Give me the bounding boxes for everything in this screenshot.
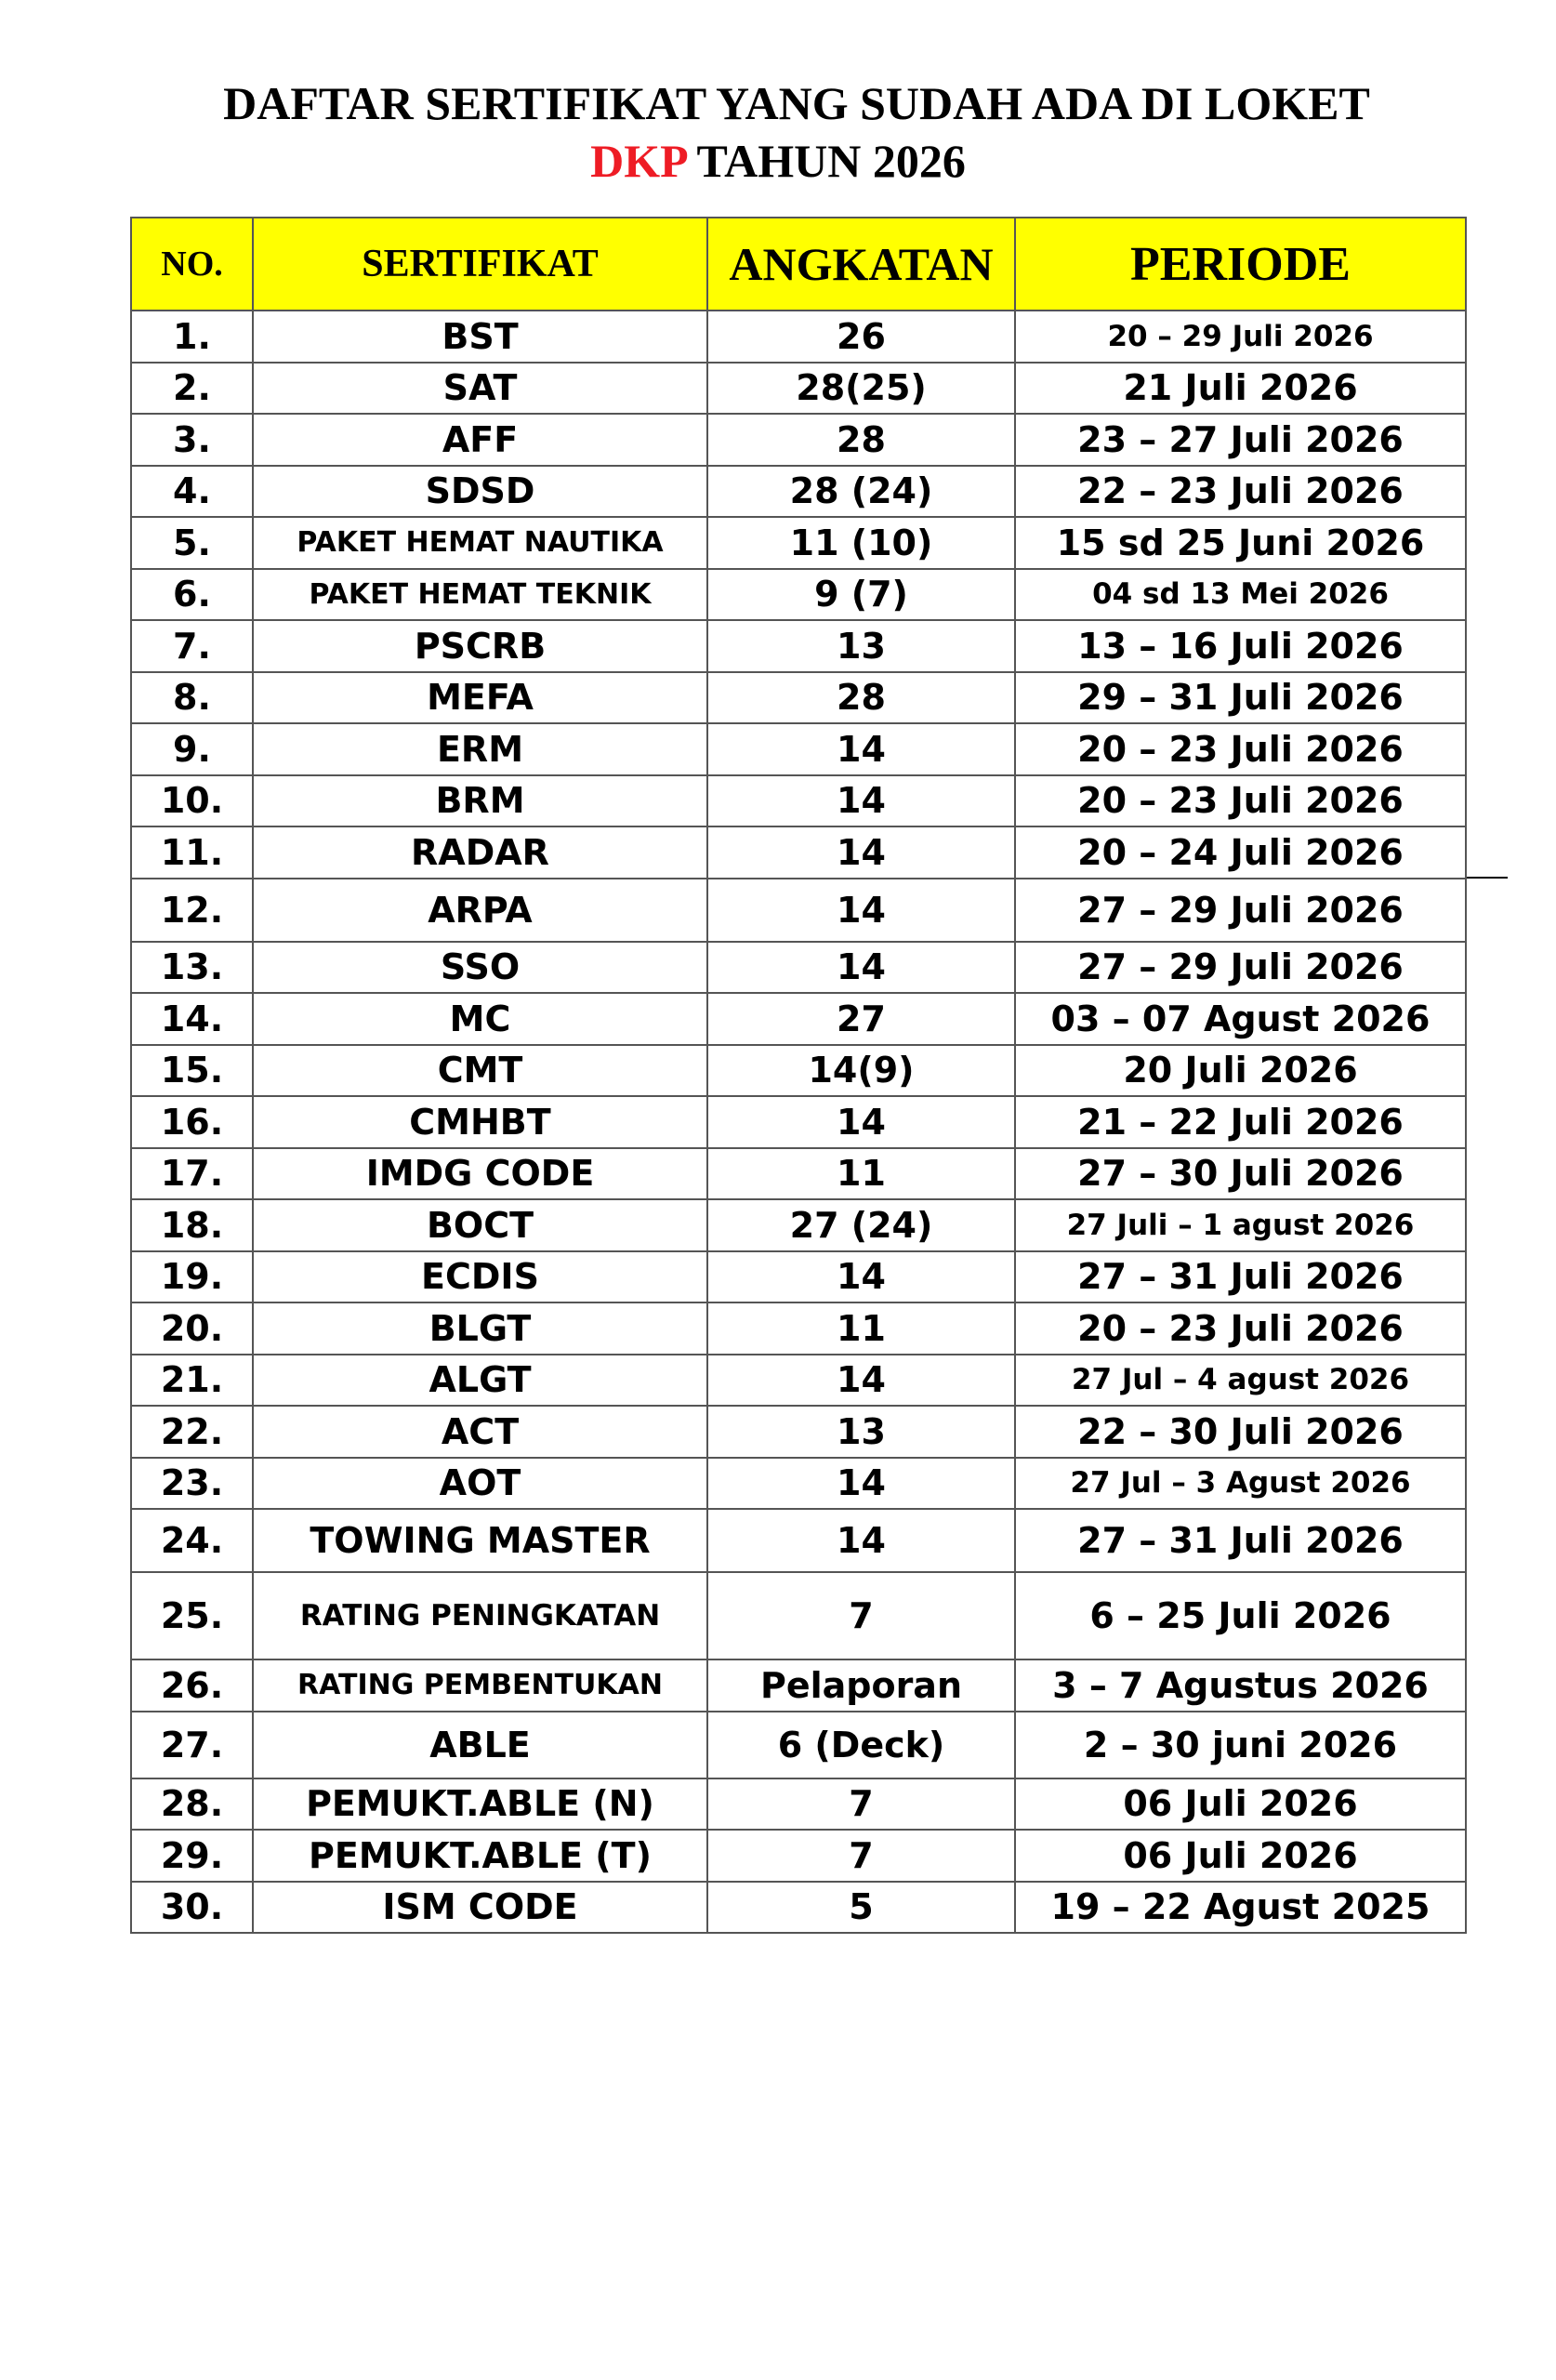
table-row [131, 1148, 1466, 1200]
row-periode: 22 – 23 Juli 2026 [1015, 466, 1466, 518]
row-sertifikat: BOCT [253, 1199, 707, 1251]
row-sertifikat: MEFA [253, 672, 707, 724]
row-number: 14. [131, 993, 253, 1045]
table-row [131, 775, 1466, 827]
table-row [131, 672, 1466, 724]
row-periode: 27 – 31 Juli 2026 [1015, 1251, 1466, 1303]
row-number: 13. [131, 942, 253, 994]
row-number: 26. [131, 1659, 253, 1712]
row-sertifikat: PAKET HEMAT TEKNIK [253, 569, 707, 621]
row-angkatan: 28 (24) [707, 466, 1015, 518]
row-number: 12. [131, 879, 253, 942]
row-periode: 20 – 24 Juli 2026 [1015, 826, 1466, 879]
row-number: 11. [131, 826, 253, 879]
row-angkatan: 14 [707, 1251, 1015, 1303]
row-number: 21. [131, 1355, 253, 1407]
header-no: NO. [131, 218, 253, 311]
row-number: 10. [131, 775, 253, 827]
row-number: 4. [131, 466, 253, 518]
table-row [131, 414, 1466, 466]
row-periode: 06 Juli 2026 [1015, 1830, 1466, 1882]
row-sertifikat: AOT [253, 1458, 707, 1510]
row-angkatan: 6 (Deck) [707, 1712, 1015, 1778]
row-angkatan: 14(9) [707, 1045, 1015, 1097]
table-row [131, 1355, 1466, 1407]
row-angkatan: 28 [707, 414, 1015, 466]
row-periode: 21 Juli 2026 [1015, 363, 1466, 415]
row-number: 19. [131, 1251, 253, 1303]
header-periode: PERIODE [1015, 218, 1466, 311]
header-angkatan: ANGKATAN [707, 218, 1015, 311]
row-angkatan: 26 [707, 311, 1015, 363]
row-periode: 20 – 23 Juli 2026 [1015, 723, 1466, 775]
row-number: 1. [131, 311, 253, 363]
row-number: 2. [131, 363, 253, 415]
row-angkatan: 14 [707, 775, 1015, 827]
row-periode: 27 Juli – 1 agust 2026 [1015, 1199, 1466, 1251]
table-row [131, 1199, 1466, 1251]
row-periode: 06 Juli 2026 [1015, 1778, 1466, 1831]
row-number: 9. [131, 723, 253, 775]
table-row [131, 879, 1466, 942]
table-row [131, 1712, 1466, 1778]
table-row [131, 723, 1466, 775]
row-sertifikat: CMHBT [253, 1096, 707, 1148]
row-number: 22. [131, 1406, 253, 1458]
row-angkatan: 13 [707, 1406, 1015, 1458]
row-number: 28. [131, 1778, 253, 1831]
title-year: TAHUN 2026 [685, 135, 966, 187]
row-periode: 20 – 29 Juli 2026 [1015, 311, 1466, 363]
row-periode: 13 – 16 Juli 2026 [1015, 620, 1466, 672]
row-angkatan: 14 [707, 723, 1015, 775]
table-row [131, 942, 1466, 994]
row-number: 27. [131, 1712, 253, 1778]
row-number: 25. [131, 1572, 253, 1659]
row-sertifikat: BRM [253, 775, 707, 827]
row-angkatan: 5 [707, 1882, 1015, 1934]
stray-line [1467, 877, 1508, 879]
row-periode: 22 – 30 Juli 2026 [1015, 1406, 1466, 1458]
row-angkatan: 7 [707, 1830, 1015, 1882]
row-number: 20. [131, 1302, 253, 1355]
row-periode: 29 – 31 Juli 2026 [1015, 672, 1466, 724]
header-sertifikat: SERTIFIKAT [253, 218, 707, 311]
row-angkatan: 28(25) [707, 363, 1015, 415]
row-sertifikat: ACT [253, 1406, 707, 1458]
row-number: 24. [131, 1509, 253, 1572]
row-sertifikat: SSO [253, 942, 707, 994]
row-periode: 03 – 07 Agust 2026 [1015, 993, 1466, 1045]
document-title [0, 74, 1556, 190]
row-angkatan: 7 [707, 1778, 1015, 1831]
row-periode: 20 – 23 Juli 2026 [1015, 775, 1466, 827]
certificate-table [130, 217, 1467, 1934]
row-sertifikat: ARPA [253, 879, 707, 942]
row-sertifikat: IMDG CODE [253, 1148, 707, 1200]
row-periode: 3 – 7 Agustus 2026 [1015, 1659, 1466, 1712]
row-number: 5. [131, 517, 253, 569]
row-angkatan: 14 [707, 1458, 1015, 1510]
row-sertifikat: PAKET HEMAT NAUTIKA [253, 517, 707, 569]
row-sertifikat: RADAR [253, 826, 707, 879]
table-row [131, 826, 1466, 879]
row-periode: 23 – 27 Juli 2026 [1015, 414, 1466, 466]
row-number: 6. [131, 569, 253, 621]
row-sertifikat: SDSD [253, 466, 707, 518]
row-sertifikat: BLGT [253, 1302, 707, 1355]
title-line-2 [0, 132, 1556, 190]
row-sertifikat: ERM [253, 723, 707, 775]
row-angkatan: 14 [707, 1096, 1015, 1148]
title-dkp: DKP [590, 135, 686, 187]
row-periode: 2 – 30 juni 2026 [1015, 1712, 1466, 1778]
row-angkatan: 13 [707, 620, 1015, 672]
row-periode: 04 sd 13 Mei 2026 [1015, 569, 1466, 621]
table-row [131, 1458, 1466, 1510]
row-sertifikat: PEMUKT.ABLE (T) [253, 1830, 707, 1882]
row-number: 7. [131, 620, 253, 672]
row-number: 29. [131, 1830, 253, 1882]
table-row [131, 1509, 1466, 1572]
table-row [131, 1096, 1466, 1148]
row-sertifikat: ISM CODE [253, 1882, 707, 1934]
row-number: 17. [131, 1148, 253, 1200]
row-sertifikat: ECDIS [253, 1251, 707, 1303]
table-row [131, 1406, 1466, 1458]
row-sertifikat: PEMUKT.ABLE (N) [253, 1778, 707, 1831]
table-row [131, 620, 1466, 672]
row-sertifikat: MC [253, 993, 707, 1045]
row-periode: 19 – 22 Agust 2025 [1015, 1882, 1466, 1934]
table-row [131, 466, 1466, 518]
row-sertifikat: RATING PENINGKATAN [253, 1572, 707, 1659]
row-periode: 21 – 22 Juli 2026 [1015, 1096, 1466, 1148]
row-sertifikat: BST [253, 311, 707, 363]
table-row [131, 1045, 1466, 1097]
row-periode: 27 – 29 Juli 2026 [1015, 942, 1466, 994]
row-number: 18. [131, 1199, 253, 1251]
row-number: 30. [131, 1882, 253, 1934]
row-sertifikat: TOWING MASTER [253, 1509, 707, 1572]
row-sertifikat: SAT [253, 363, 707, 415]
row-angkatan: 11 (10) [707, 517, 1015, 569]
row-angkatan: 11 [707, 1302, 1015, 1355]
row-angkatan: 9 (7) [707, 569, 1015, 621]
row-periode: 27 – 29 Juli 2026 [1015, 879, 1466, 942]
table-row [131, 517, 1466, 569]
row-angkatan: 27 [707, 993, 1015, 1045]
row-number: 8. [131, 672, 253, 724]
table-row [131, 1572, 1466, 1659]
table-header-row [131, 218, 1466, 311]
table-row [131, 1778, 1466, 1831]
row-sertifikat: AFF [253, 414, 707, 466]
table-row [131, 1882, 1466, 1934]
row-sertifikat: RATING PEMBENTUKAN [253, 1659, 707, 1712]
row-periode: 20 Juli 2026 [1015, 1045, 1466, 1097]
row-angkatan: 14 [707, 826, 1015, 879]
row-number: 23. [131, 1458, 253, 1510]
row-angkatan: 28 [707, 672, 1015, 724]
row-sertifikat: ABLE [253, 1712, 707, 1778]
table-row [131, 363, 1466, 415]
row-periode: 6 – 25 Juli 2026 [1015, 1572, 1466, 1659]
row-number: 15. [131, 1045, 253, 1097]
row-angkatan: Pelaporan [707, 1659, 1015, 1712]
title-line-1: DAFTAR SERTIFIKAT YANG SUDAH ADA DI LOKET [223, 77, 1370, 129]
row-periode: 15 sd 25 Juni 2026 [1015, 517, 1466, 569]
table-row [131, 311, 1466, 363]
row-periode: 27 – 31 Juli 2026 [1015, 1509, 1466, 1572]
table-row [131, 993, 1466, 1045]
row-sertifikat: CMT [253, 1045, 707, 1097]
row-angkatan: 14 [707, 942, 1015, 994]
row-angkatan: 11 [707, 1148, 1015, 1200]
table-row [131, 1302, 1466, 1355]
row-angkatan: 14 [707, 1509, 1015, 1572]
row-periode: 20 – 23 Juli 2026 [1015, 1302, 1466, 1355]
row-periode: 27 – 30 Juli 2026 [1015, 1148, 1466, 1200]
table-row [131, 1830, 1466, 1882]
row-periode: 27 Jul – 4 agust 2026 [1015, 1355, 1466, 1407]
row-sertifikat: ALGT [253, 1355, 707, 1407]
row-number: 16. [131, 1096, 253, 1148]
row-periode: 27 Jul – 3 Agust 2026 [1015, 1458, 1466, 1510]
table-row [131, 1251, 1466, 1303]
row-sertifikat: PSCRB [253, 620, 707, 672]
row-number: 3. [131, 414, 253, 466]
row-angkatan: 14 [707, 1355, 1015, 1407]
row-angkatan: 7 [707, 1572, 1015, 1659]
table-row [131, 1659, 1466, 1712]
row-angkatan: 14 [707, 879, 1015, 942]
table-row [131, 569, 1466, 621]
row-angkatan: 27 (24) [707, 1199, 1015, 1251]
